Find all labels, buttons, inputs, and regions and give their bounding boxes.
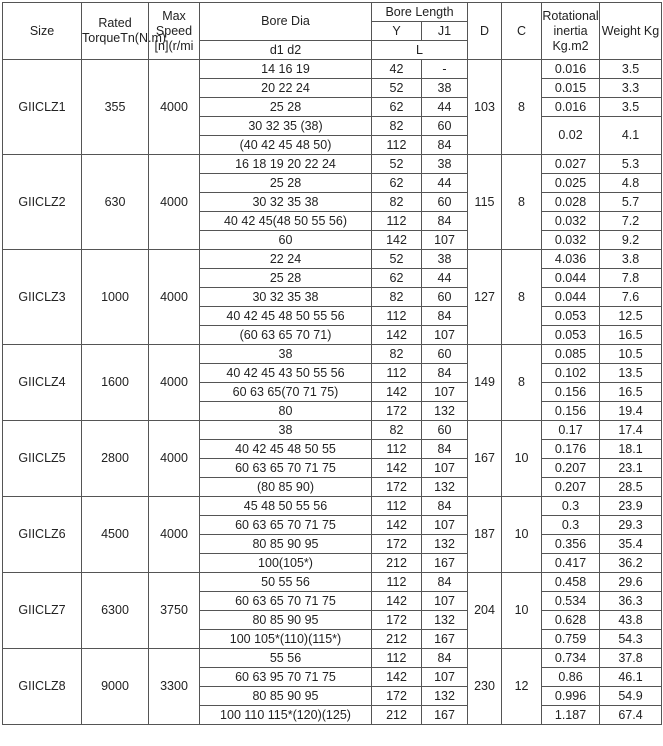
weight-cell: 46.1 <box>600 668 662 687</box>
c-cell: 8 <box>502 250 542 345</box>
weight-cell: 29.3 <box>600 516 662 535</box>
weight-cell: 18.1 <box>600 440 662 459</box>
header-weight: Weight Kg <box>600 3 662 60</box>
max-speed-cell: 3750 <box>149 573 200 649</box>
weight-cell: 37.8 <box>600 649 662 668</box>
bore-dia-cell: 60 63 65 70 71 75 <box>200 459 372 478</box>
max-speed-cell: 4000 <box>149 60 200 155</box>
bore-length-j1-cell: 167 <box>422 554 468 573</box>
bore-length-j1-cell: 38 <box>422 155 468 174</box>
bore-dia-cell: 60 63 95 70 71 75 <box>200 668 372 687</box>
rotational-inertia-cell: 0.015 <box>542 79 600 98</box>
bore-length-j1-cell: 107 <box>422 668 468 687</box>
bore-length-j1-cell: 107 <box>422 383 468 402</box>
table-row <box>3 649 662 668</box>
d-cell: 204 <box>468 573 502 649</box>
c-cell: 8 <box>502 60 542 155</box>
table-header <box>3 3 662 60</box>
rated-torque-cell: 2800 <box>82 421 149 497</box>
rotational-inertia-cell: 0.044 <box>542 288 600 307</box>
rotational-inertia-cell: 0.86 <box>542 668 600 687</box>
bore-dia-cell: 80 85 90 95 <box>200 611 372 630</box>
bore-length-y-cell: 142 <box>372 516 422 535</box>
size-cell: GIICLZ2 <box>3 155 82 250</box>
bore-length-y-cell: 142 <box>372 326 422 345</box>
size-cell: GIICLZ7 <box>3 573 82 649</box>
bore-length-y-cell: 172 <box>372 535 422 554</box>
header-l: L <box>372 41 468 60</box>
rotational-inertia-cell: 0.156 <box>542 383 600 402</box>
max-speed-cell: 4000 <box>149 497 200 573</box>
rotational-inertia-cell: 0.996 <box>542 687 600 706</box>
bore-length-j1-cell: 84 <box>422 649 468 668</box>
bore-length-y-cell: 82 <box>372 288 422 307</box>
rotational-inertia-cell: 0.102 <box>542 364 600 383</box>
bore-dia-cell: 45 48 50 55 56 <box>200 497 372 516</box>
weight-cell: 54.3 <box>600 630 662 649</box>
max-speed-cell: 4000 <box>149 250 200 345</box>
bore-dia-cell: 60 63 65 70 71 75 <box>200 592 372 611</box>
bore-length-y-cell: 62 <box>372 174 422 193</box>
rotational-inertia-cell: 0.734 <box>542 649 600 668</box>
rotational-inertia-cell: 0.085 <box>542 345 600 364</box>
weight-cell: 36.2 <box>600 554 662 573</box>
bore-length-j1-cell: 84 <box>422 440 468 459</box>
rotational-inertia-cell: 1.187 <box>542 706 600 725</box>
weight-cell: 28.5 <box>600 478 662 497</box>
rotational-inertia-cell: 0.3 <box>542 516 600 535</box>
weight-cell: 54.9 <box>600 687 662 706</box>
bore-length-y-cell: 42 <box>372 60 422 79</box>
bore-length-y-cell: 52 <box>372 250 422 269</box>
bore-dia-cell: (40 42 45 48 50) <box>200 136 372 155</box>
bore-length-j1-cell: 60 <box>422 345 468 364</box>
table-row <box>3 345 662 364</box>
weight-cell: 35.4 <box>600 535 662 554</box>
table-row <box>3 421 662 440</box>
weight-cell: 16.5 <box>600 326 662 345</box>
bore-length-y-cell: 142 <box>372 383 422 402</box>
weight-cell: 23.9 <box>600 497 662 516</box>
bore-dia-cell: 55 56 <box>200 649 372 668</box>
header-max-speed: Max Speed [n](r/mi <box>149 3 200 60</box>
rated-torque-cell: 355 <box>82 60 149 155</box>
rotational-inertia-cell: 0.207 <box>542 478 600 497</box>
bore-length-j1-cell: 107 <box>422 516 468 535</box>
bore-dia-cell: 30 32 35 38 <box>200 193 372 212</box>
rotational-inertia-cell: 0.17 <box>542 421 600 440</box>
weight-cell: 3.5 <box>600 98 662 117</box>
bore-dia-cell: 25 28 <box>200 174 372 193</box>
bore-length-j1-cell: 84 <box>422 573 468 592</box>
bore-dia-cell: (60 63 65 70 71) <box>200 326 372 345</box>
c-cell: 8 <box>502 155 542 250</box>
rotational-inertia-cell: 0.356 <box>542 535 600 554</box>
bore-length-j1-cell: 84 <box>422 307 468 326</box>
table-body <box>3 60 662 725</box>
size-cell: GIICLZ5 <box>3 421 82 497</box>
header-j1: J1 <box>422 22 468 41</box>
bore-length-j1-cell: 107 <box>422 459 468 478</box>
bore-length-y-cell: 112 <box>372 212 422 231</box>
bore-dia-cell: 60 63 65(70 71 75) <box>200 383 372 402</box>
bore-dia-cell: 38 <box>200 345 372 364</box>
bore-dia-cell: 100(105*) <box>200 554 372 573</box>
bore-length-j1-cell: 132 <box>422 687 468 706</box>
bore-length-j1-cell: 132 <box>422 402 468 421</box>
header-bore-length: Bore Length <box>372 3 468 22</box>
bore-dia-cell: 25 28 <box>200 269 372 288</box>
d-cell: 115 <box>468 155 502 250</box>
bore-length-j1-cell: 107 <box>422 592 468 611</box>
bore-length-y-cell: 82 <box>372 193 422 212</box>
header-bore-dia: Bore Dia <box>200 3 372 41</box>
bore-length-y-cell: 172 <box>372 402 422 421</box>
coupling-spec-table <box>2 2 662 725</box>
weight-cell: 36.3 <box>600 592 662 611</box>
bore-dia-cell: 40 42 45 43 50 55 56 <box>200 364 372 383</box>
max-speed-cell: 3300 <box>149 649 200 725</box>
d-cell: 187 <box>468 497 502 573</box>
c-cell: 8 <box>502 345 542 421</box>
weight-cell: 7.6 <box>600 288 662 307</box>
bore-dia-cell: 14 16 19 <box>200 60 372 79</box>
weight-cell: 7.2 <box>600 212 662 231</box>
rotational-inertia-cell: 0.025 <box>542 174 600 193</box>
bore-dia-cell: 25 28 <box>200 98 372 117</box>
bore-dia-cell: 100 105*(110)(115*) <box>200 630 372 649</box>
rotational-inertia-cell: 0.053 <box>542 326 600 345</box>
weight-cell: 16.5 <box>600 383 662 402</box>
bore-length-y-cell: 112 <box>372 649 422 668</box>
size-cell: GIICLZ6 <box>3 497 82 573</box>
header-rated-torque: Rated TorqueTn(N.m) <box>82 3 149 60</box>
bore-length-y-cell: 112 <box>372 307 422 326</box>
weight-cell: 3.3 <box>600 79 662 98</box>
weight-cell: 12.5 <box>600 307 662 326</box>
bore-length-y-cell: 112 <box>372 364 422 383</box>
rated-torque-cell: 1000 <box>82 250 149 345</box>
rotational-inertia-cell: 0.032 <box>542 212 600 231</box>
bore-length-j1-cell: 84 <box>422 212 468 231</box>
bore-length-j1-cell: 167 <box>422 630 468 649</box>
bore-dia-cell: 38 <box>200 421 372 440</box>
rated-torque-cell: 1600 <box>82 345 149 421</box>
bore-dia-cell: 60 <box>200 231 372 250</box>
weight-cell: 7.8 <box>600 269 662 288</box>
rated-torque-cell: 630 <box>82 155 149 250</box>
bore-length-j1-cell: 38 <box>422 250 468 269</box>
max-speed-cell: 4000 <box>149 421 200 497</box>
table-row <box>3 573 662 592</box>
bore-dia-cell: 20 22 24 <box>200 79 372 98</box>
rotational-inertia-cell: 0.016 <box>542 60 600 79</box>
rotational-inertia-cell: 0.759 <box>542 630 600 649</box>
rotational-inertia-cell: 0.3 <box>542 497 600 516</box>
max-speed-cell: 4000 <box>149 345 200 421</box>
bore-dia-cell: 30 32 35 38 <box>200 288 372 307</box>
weight-cell: 5.7 <box>600 193 662 212</box>
bore-length-y-cell: 112 <box>372 573 422 592</box>
bore-dia-cell: 80 <box>200 402 372 421</box>
bore-length-j1-cell: 84 <box>422 136 468 155</box>
bore-dia-cell: 22 24 <box>200 250 372 269</box>
rotational-inertia-cell: 0.534 <box>542 592 600 611</box>
rotational-inertia-cell: 0.044 <box>542 269 600 288</box>
rotational-inertia-cell: 0.628 <box>542 611 600 630</box>
bore-dia-cell: 50 55 56 <box>200 573 372 592</box>
bore-length-y-cell: 172 <box>372 611 422 630</box>
rotational-inertia-cell: 0.027 <box>542 155 600 174</box>
weight-cell: 5.3 <box>600 155 662 174</box>
bore-length-j1-cell: 60 <box>422 193 468 212</box>
rotational-inertia-cell: 0.176 <box>542 440 600 459</box>
rotational-inertia-cell: 0.156 <box>542 402 600 421</box>
weight-cell: 9.2 <box>600 231 662 250</box>
bore-length-y-cell: 142 <box>372 459 422 478</box>
weight-cell: 4.8 <box>600 174 662 193</box>
bore-length-j1-cell: 84 <box>422 497 468 516</box>
rated-torque-cell: 4500 <box>82 497 149 573</box>
rotational-inertia-cell: 0.02 <box>542 117 600 155</box>
bore-dia-cell: 40 42 45 48 50 55 <box>200 440 372 459</box>
bore-length-j1-cell: 44 <box>422 269 468 288</box>
bore-length-j1-cell: 132 <box>422 478 468 497</box>
bore-length-y-cell: 142 <box>372 668 422 687</box>
rotational-inertia-cell: 0.016 <box>542 98 600 117</box>
weight-cell: 3.5 <box>600 60 662 79</box>
bore-length-y-cell: 112 <box>372 440 422 459</box>
header-d1-d2: d1 d2 <box>200 41 372 60</box>
bore-length-j1-cell: 44 <box>422 98 468 117</box>
bore-length-y-cell: 172 <box>372 478 422 497</box>
bore-length-y-cell: 212 <box>372 554 422 573</box>
weight-cell: 67.4 <box>600 706 662 725</box>
bore-dia-cell: 40 42 45 48 50 55 56 <box>200 307 372 326</box>
header-rotational-inertia: Rotational inertia Kg.m2 <box>542 3 600 60</box>
bore-length-j1-cell: 60 <box>422 288 468 307</box>
bore-length-j1-cell: 38 <box>422 79 468 98</box>
bore-length-j1-cell: 84 <box>422 364 468 383</box>
rotational-inertia-cell: 0.207 <box>542 459 600 478</box>
bore-dia-cell: 40 42 45(48 50 55 56) <box>200 212 372 231</box>
weight-cell: 29.6 <box>600 573 662 592</box>
weight-cell: 23.1 <box>600 459 662 478</box>
rated-torque-cell: 6300 <box>82 573 149 649</box>
d-cell: 103 <box>468 60 502 155</box>
weight-cell: 3.8 <box>600 250 662 269</box>
bore-length-y-cell: 52 <box>372 79 422 98</box>
weight-cell: 10.5 <box>600 345 662 364</box>
bore-length-j1-cell: 167 <box>422 706 468 725</box>
bore-length-y-cell: 112 <box>372 497 422 516</box>
bore-length-y-cell: 112 <box>372 136 422 155</box>
table-row <box>3 60 662 79</box>
c-cell: 10 <box>502 497 542 573</box>
d-cell: 230 <box>468 649 502 725</box>
rotational-inertia-cell: 0.417 <box>542 554 600 573</box>
header-d: D <box>468 3 502 60</box>
header-c: C <box>502 3 542 60</box>
bore-length-j1-cell: 60 <box>422 421 468 440</box>
weight-cell: 13.5 <box>600 364 662 383</box>
weight-cell: 4.1 <box>600 117 662 155</box>
bore-length-y-cell: 212 <box>372 630 422 649</box>
rated-torque-cell: 9000 <box>82 649 149 725</box>
bore-length-j1-cell: 132 <box>422 611 468 630</box>
size-cell: GIICLZ1 <box>3 60 82 155</box>
rotational-inertia-cell: 0.053 <box>542 307 600 326</box>
bore-length-y-cell: 82 <box>372 421 422 440</box>
table-row <box>3 155 662 174</box>
bore-length-y-cell: 82 <box>372 117 422 136</box>
weight-cell: 17.4 <box>600 421 662 440</box>
weight-cell: 19.4 <box>600 402 662 421</box>
bore-length-y-cell: 62 <box>372 98 422 117</box>
bore-length-y-cell: 62 <box>372 269 422 288</box>
size-cell: GIICLZ4 <box>3 345 82 421</box>
bore-length-y-cell: 142 <box>372 231 422 250</box>
bore-length-j1-cell: 107 <box>422 231 468 250</box>
c-cell: 10 <box>502 573 542 649</box>
bore-dia-cell: 30 32 35 (38) <box>200 117 372 136</box>
bore-length-j1-cell: - <box>422 60 468 79</box>
weight-cell: 43.8 <box>600 611 662 630</box>
rotational-inertia-cell: 0.028 <box>542 193 600 212</box>
header-y: Y <box>372 22 422 41</box>
max-speed-cell: 4000 <box>149 155 200 250</box>
bore-dia-cell: 80 85 90 95 <box>200 535 372 554</box>
size-cell: GIICLZ8 <box>3 649 82 725</box>
bore-dia-cell: 100 110 115*(120)(125) <box>200 706 372 725</box>
c-cell: 10 <box>502 421 542 497</box>
rotational-inertia-cell: 4.036 <box>542 250 600 269</box>
rotational-inertia-cell: 0.458 <box>542 573 600 592</box>
bore-length-j1-cell: 60 <box>422 117 468 136</box>
bore-length-y-cell: 82 <box>372 345 422 364</box>
bore-dia-cell: (80 85 90) <box>200 478 372 497</box>
size-cell: GIICLZ3 <box>3 250 82 345</box>
header-size: Size <box>3 3 82 60</box>
bore-length-y-cell: 52 <box>372 155 422 174</box>
bore-dia-cell: 80 85 90 95 <box>200 687 372 706</box>
table-row <box>3 497 662 516</box>
rotational-inertia-cell: 0.032 <box>542 231 600 250</box>
bore-length-j1-cell: 44 <box>422 174 468 193</box>
bore-length-j1-cell: 132 <box>422 535 468 554</box>
bore-length-y-cell: 212 <box>372 706 422 725</box>
bore-length-y-cell: 142 <box>372 592 422 611</box>
table-row <box>3 250 662 269</box>
bore-length-y-cell: 172 <box>372 687 422 706</box>
d-cell: 127 <box>468 250 502 345</box>
bore-dia-cell: 60 63 65 70 71 75 <box>200 516 372 535</box>
c-cell: 12 <box>502 649 542 725</box>
d-cell: 149 <box>468 345 502 421</box>
bore-length-j1-cell: 107 <box>422 326 468 345</box>
bore-dia-cell: 16 18 19 20 22 24 <box>200 155 372 174</box>
d-cell: 167 <box>468 421 502 497</box>
